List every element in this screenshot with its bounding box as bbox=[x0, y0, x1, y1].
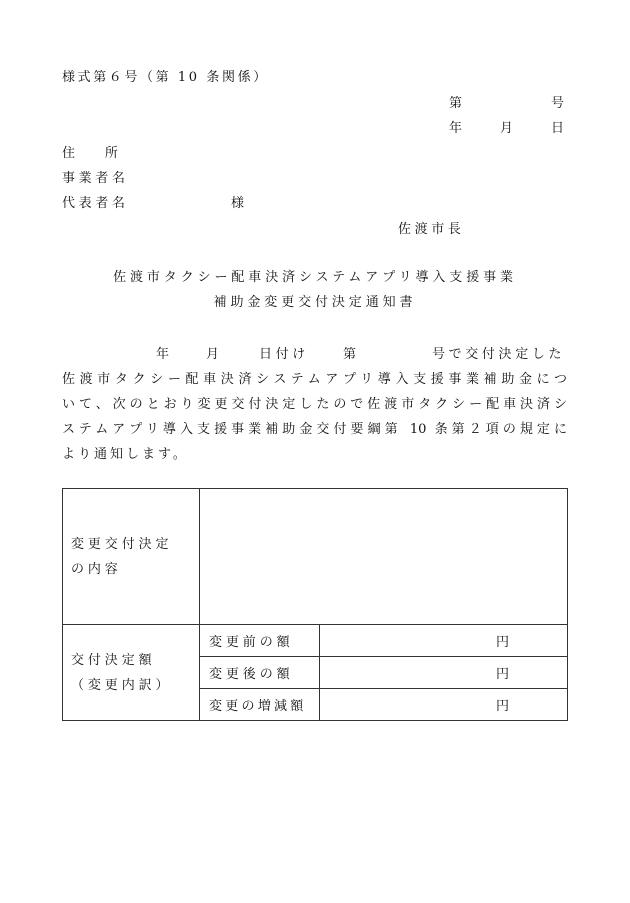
decision-table bbox=[62, 488, 568, 721]
form-number: 様式第６号（第 10 条関係） bbox=[62, 70, 269, 85]
document-title-line1: 佐渡市タクシー配車決済システムアプリ導入支援事業 bbox=[113, 270, 517, 285]
date-day: 日 bbox=[551, 121, 568, 136]
change-content-label-line2: の内容 bbox=[71, 561, 122, 577]
change-content-row bbox=[63, 489, 568, 625]
diff-amount-label: 変更の増減額 bbox=[200, 689, 320, 721]
after-amount-label: 変更後の額 bbox=[200, 657, 320, 689]
document-title-line2: 補助金変更交付決定通知書 bbox=[213, 295, 417, 310]
number-prefix: 第 bbox=[449, 96, 466, 111]
before-amount-field[interactable] bbox=[320, 625, 568, 657]
body-line3: いて、次のとおり変更交付決定したので佐渡市タクシー配車決済シ bbox=[62, 397, 567, 412]
change-content-field[interactable] bbox=[200, 489, 568, 625]
date-year: 年 bbox=[449, 121, 466, 136]
diff-amount-field[interactable] bbox=[320, 689, 568, 721]
issuer-title: 佐渡市長 bbox=[398, 222, 465, 237]
diff-amount-unit: 円 bbox=[495, 699, 509, 714]
body-number-suffix: 号で交付決定した bbox=[432, 347, 566, 362]
representative-label: 代表者名 bbox=[62, 196, 129, 211]
body-year: 年 bbox=[156, 347, 173, 362]
before-amount-label: 変更前の額 bbox=[200, 625, 320, 657]
date-month: 月 bbox=[500, 121, 517, 136]
body-line5: より通知します。 bbox=[62, 447, 189, 462]
amount-label-line2: （変更内訳） bbox=[71, 677, 173, 693]
amount-label bbox=[63, 625, 200, 721]
number-suffix: 号 bbox=[551, 96, 568, 111]
business-name-label: 事業者名 bbox=[62, 171, 129, 186]
after-amount-unit: 円 bbox=[495, 667, 509, 682]
amount-label-line1: 交付決定額 bbox=[71, 652, 156, 668]
change-content-label bbox=[63, 489, 200, 625]
body-line4: ステムアプリ導入支援事業補助金交付要綱第 10 条第２項の規定に bbox=[62, 422, 567, 437]
honorific: 様 bbox=[231, 196, 248, 211]
amount-row-before bbox=[63, 625, 568, 657]
body-month: 月 bbox=[206, 347, 223, 362]
before-amount-unit: 円 bbox=[495, 635, 509, 650]
after-amount-field[interactable] bbox=[320, 657, 568, 689]
change-content-label-line1: 変更交付決定 bbox=[71, 536, 173, 552]
address-label: 住 所 bbox=[62, 146, 120, 161]
body-number-prefix: 第 bbox=[343, 347, 360, 362]
body-line2: 佐渡市タクシー配車決済システムアプリ導入支援事業補助金につ bbox=[62, 372, 567, 387]
body-day-dated: 日付け bbox=[259, 347, 309, 362]
